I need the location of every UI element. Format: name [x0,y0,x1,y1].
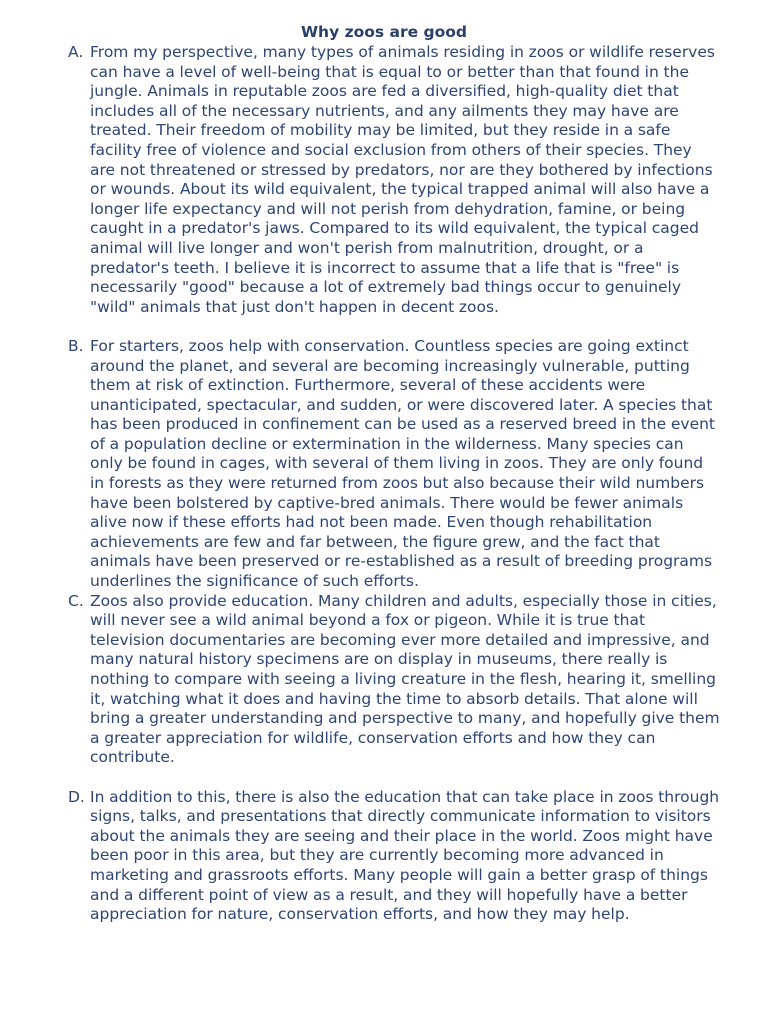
list-item-c [68,592,720,768]
paragraph-text: For starters, zoos help with conservation. Countless species are going extinct around the planet, and several are becoming increasingly vulnerable, putting them at risk of extinction. Furthermore, several of these accidents were unanticipated, spectacular, and sudden, or were discovered later. A species that has been produced in confinement can be used as a reserved breed in the event of a population decline or extermination in the wilderness. Many species can only be found in cages, with several of them living in zoos. They are only found in forests as they were returned from zoos but also because their wild numbers have been bolstered by captive-bred animals. There would be fewer animals alive now if these efforts had not been made. Even though rehabilitation achievements are few and far between, the figure grew, and the fact that animals have been preserved or re-established as a result of breeding programs underlines the significance of such efforts. [90,336,716,591]
paragraph-text: From my perspective, many types of animals residing in zoos or wildlife reserves can have a level of well-being that is equal to or better than that found in the jungle. Animals in reputable zoos are fed a diversified, high-quality diet that includes all of the necessary nutrients, and any ailments they may have are treated. Their freedom of mobility may be limited, but they reside in a safe facility free of violence and social exclusion from others of their species. They are not threatened or stressed by predators, nor are they bothered by infections or wounds. About its wild equivalent, the typical trapped animal will also have a longer life expectancy and will not perish from dehydration, famine, or being caught in a predator's jaws. Compared to its wild equivalent, the typical caged animal will live longer and won't perish from malnutrition, drought, or a predator's teeth. I believe it is incorrect to assume that a life that is "free" is necessarily "good" because a lot of extremely bad things occur to genuinely "wild" animals that just don't happen in decent zoos. [90,43,715,316]
list-marker: B. [68,336,84,355]
list-marker: C. [68,591,84,610]
list-item-b [68,337,720,592]
list-marker: D. [68,787,85,806]
list-marker: A. [68,43,84,61]
paragraph-list [68,43,720,925]
list-item-a [68,43,720,317]
paragraph-text: In addition to this, there is also the education that can take place in zoos through signs, talks, and presentations that directly communicate information to visitors about the animals they are seeing and their place in the world. Zoos might have been poor in this area, but they are currently becoming more advanced in marketing and grassroots efforts. Many people will gain a better grasp of things and a different point of view as a result, and they will hopefully have a better appreciation for nature, conservation efforts, and how they may help. [90,787,720,924]
list-item-d [68,788,720,925]
paragraph-text: Zoos also provide education. Many children and adults, especially those in cities, will never see a wild animal beyond a fox or pigeon. While it is true that television documentaries are becoming ever more detailed and impressive, and many natural history specimens are on display in museums, there really is nothing to compare with seeing a living creature in the flesh, hearing it, smelling it, watching what it does and having the time to absorb details. That alone will bring a greater understanding and perspective to many, and hopefully give them a greater appreciation for wildlife, conservation efforts and how they can contribute. [90,591,720,767]
document-title: Why zoos are good [300,23,468,41]
